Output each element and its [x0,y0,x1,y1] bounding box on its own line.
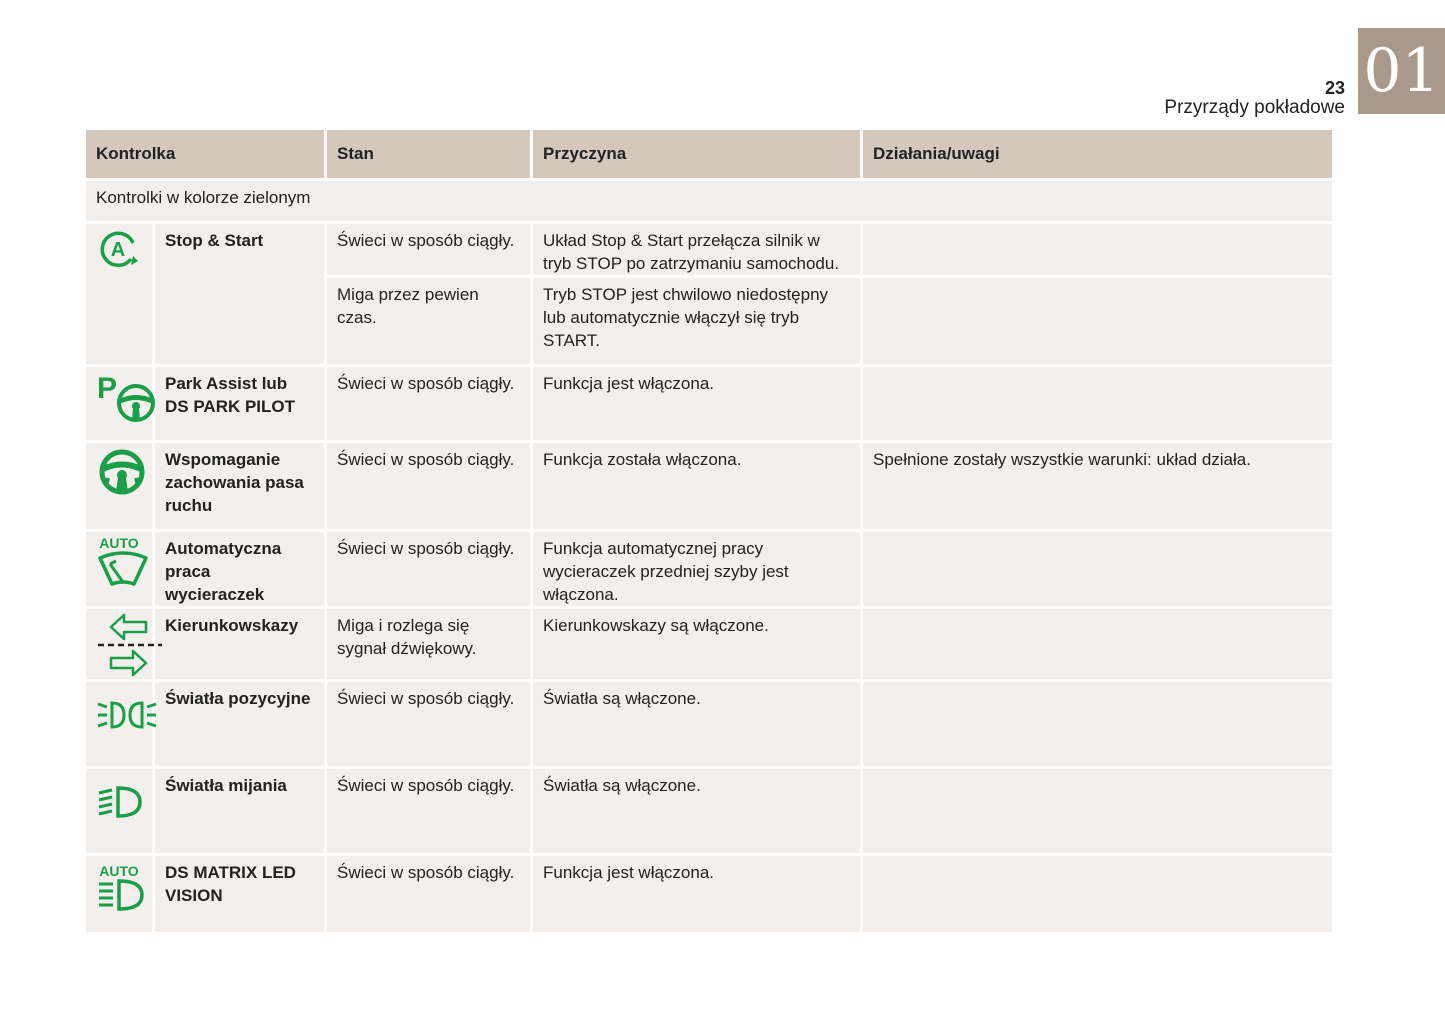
cause-cell: Tryb STOP jest chwilowo niedostępny lub automatycznie włączył się tryb START. [533,278,863,367]
state-cell: Świeci w sposób ciągły. [327,443,533,532]
state-cell: Miga i rozlega się sygnał dźwiękowy. [327,609,533,682]
state-cell: Świeci w sposób ciągły. [327,769,533,856]
page-number: 23 [1324,78,1345,98]
dipped-beam-icon [86,769,155,856]
chapter-tab: 01 [1358,28,1445,114]
indicator-name: Stop & Start [155,224,327,367]
cause-cell: Funkcja została włączona. [533,443,863,532]
state-cell: Świeci w sposób ciągły. [327,856,533,935]
indicator-name: Automatyczna praca wycieraczek [155,532,327,609]
cause-cell: Układ Stop & Start przełącza silnik w tryb STOP po zatrzymaniu samochodu. [533,224,863,278]
column-header: Działania/uwagi [863,130,1332,181]
table-row [86,224,1332,278]
table-row [86,609,1332,682]
state-cell: Świeci w sposób ciągły. [327,367,533,443]
state-cell: Świeci w sposób ciągły. [327,682,533,769]
indicator-name: Kierunkowskazy [155,609,327,682]
park-assist-icon [86,367,155,443]
cause-cell: Funkcja jest włączona. [533,856,863,935]
indicator-name: Światła mijania [155,769,327,856]
action-cell [863,532,1332,609]
table-section-title: Kontrolki w kolorze zielonym [86,181,1332,224]
action-cell [863,367,1332,443]
position-lights-icon [86,682,155,769]
column-header: Stan [327,130,533,181]
action-cell: Spełnione zostały wszystkie warunki: układ działa. [863,443,1332,532]
action-cell [863,609,1332,682]
cause-cell: Funkcja jest włączona. [533,367,863,443]
action-cell [863,682,1332,769]
auto-stop-start-icon [86,224,155,367]
matrix-led-auto-beam-icon [86,856,155,935]
svg-text:P: P [97,372,118,405]
auto-wiper-icon [86,532,155,609]
cause-cell: Funkcja automatycznej pracy wycieraczek przedniej szyby jest włączona. [533,532,863,609]
cause-cell: Światła są włączone. [533,769,863,856]
auto-label: AUTO [99,535,139,551]
column-header: Przyczyna [533,130,863,181]
action-cell [863,769,1332,856]
auto-label: AUTO [99,863,139,879]
cause-cell: Światła są włączone. [533,682,863,769]
svg-text:A: A [110,239,126,261]
indicator-table [86,130,1332,935]
action-cell [863,278,1332,367]
table-header-row [86,130,1332,181]
table-row [86,532,1332,609]
action-cell [863,224,1332,278]
state-cell: Miga przez pewien czas. [327,278,533,367]
table-row [86,856,1332,935]
lane-keeping-steering-wheel-icon [86,443,155,532]
indicator-name: DS MATRIX LED VISION [155,856,327,935]
indicator-name: Wspomaganie zachowania pasa ruchu [155,443,327,532]
state-cell: Świeci w sposób ciągły. [327,224,533,278]
table-row [86,769,1332,856]
table-row [86,367,1332,443]
indicator-name: Park Assist lub DS PARK PILOT [155,367,327,443]
indicator-name: Światła pozycyjne [155,682,327,769]
cause-cell: Kierunkowskazy są włączone. [533,609,863,682]
column-header: Kontrolka [86,130,327,181]
section-title: Przyrządy pokładowe [1164,97,1345,118]
action-cell [863,856,1332,935]
state-cell: Świeci w sposób ciągły. [327,532,533,609]
turn-signal-arrows-icon [86,609,155,682]
table-row [86,682,1332,769]
table-row [86,443,1332,532]
